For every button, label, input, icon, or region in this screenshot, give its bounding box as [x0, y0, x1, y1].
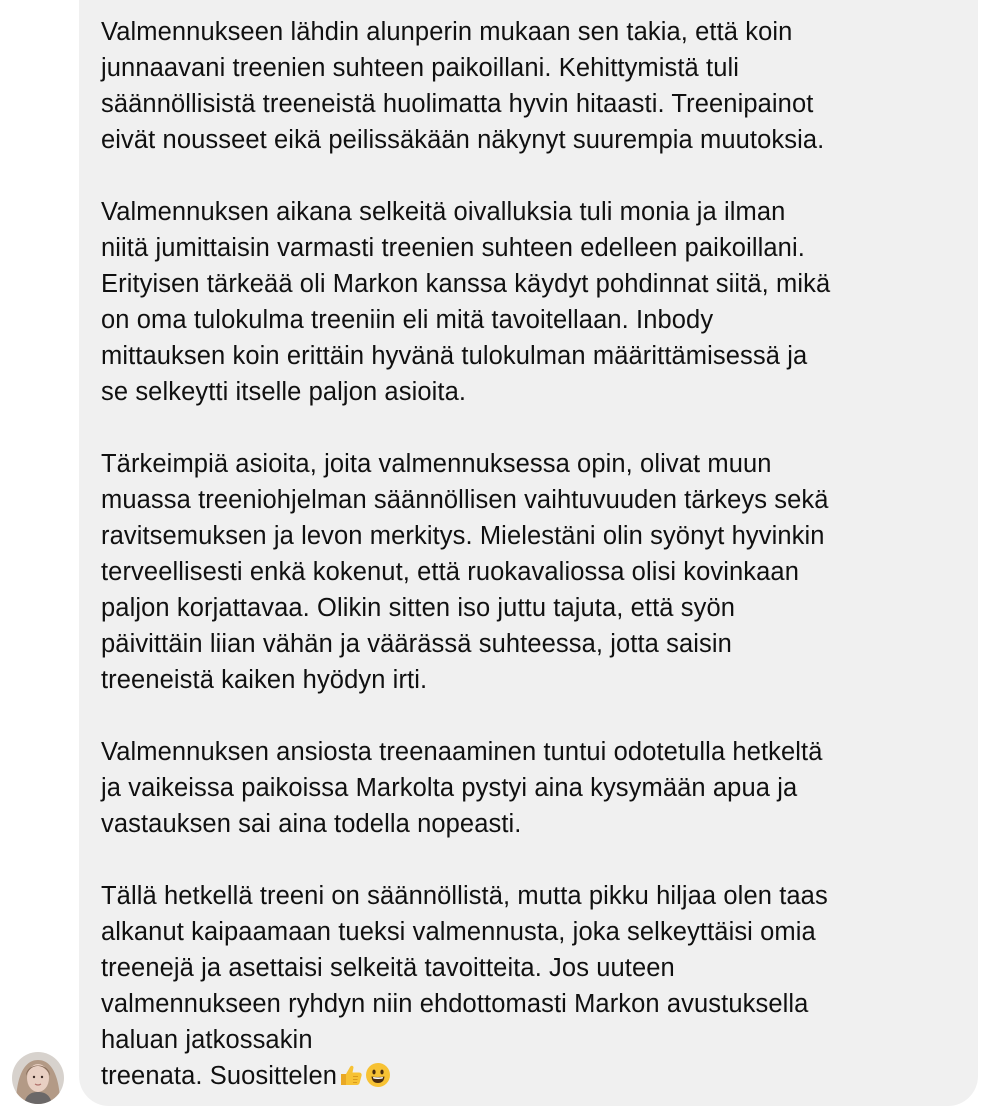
message-line: eivät nousseet eikä peilissäkään näkynyt suurempia muutoksia. — [101, 126, 825, 154]
message-paragraph — [101, 446, 971, 698]
message-line: Valmennukseen lähdin alunperin mukaan sen takia, että koin — [101, 18, 793, 46]
message-line: haluan jatkossakin — [101, 1026, 313, 1054]
message-line: Tällä hetkellä treeni on säännöllistä, mutta pikku hiljaa olen taas — [101, 882, 828, 910]
message-line: treenejä ja asettaisi selkeitä tavoitteita. Jos uuteen — [101, 954, 675, 982]
paragraph-gap — [101, 158, 971, 194]
thumbs-up-icon — [338, 1062, 364, 1088]
message-line: treeneistä kaiken hyödyn irti. — [101, 666, 428, 694]
message-line: muassa treeniohjelman säännöllisen vaihtuvuuden tärkeys sekä — [101, 486, 829, 514]
message-line: Erityisen tärkeää oli Markon kanssa käydyt pohdinnat siitä, mikä — [101, 270, 831, 298]
grinning-face-icon — [365, 1062, 391, 1088]
message-line: niitä jumittaisin varmasti treenien suhteen edelleen paikoillani. — [101, 234, 805, 262]
message-paragraph — [101, 14, 971, 158]
message-line: Valmennuksen aikana selkeitä oivalluksia tuli monia ja ilman — [101, 198, 786, 226]
message-line: paljon korjattavaa. Olikin sitten iso juttu tajuta, että syön — [101, 594, 736, 622]
message-paragraph — [101, 194, 971, 410]
message-line: alkanut kaipaamaan tueksi valmennusta, joka selkeyttäisi omia — [101, 918, 816, 946]
avatar-photo-icon — [12, 1052, 64, 1104]
message-line: mittauksen koin erittäin hyvänä tulokulman määrittämisessä ja — [101, 342, 808, 370]
message-line: junnaavani treenien suhteen paikoillani. Kehittymistä tuli — [101, 54, 740, 82]
paragraph-gap — [101, 698, 971, 734]
message-line: ravitsemuksen ja levon merkitys. Mielestäni olin syönyt hyvinkin — [101, 522, 825, 550]
message-last-line-text: treenata. Suosittelen — [101, 1062, 338, 1090]
message-line: terveellisesti enkä kokenut, että ruokavaliossa olisi kovinkaan — [101, 558, 799, 586]
message-paragraph — [101, 878, 971, 1094]
message-last-line — [101, 1058, 971, 1094]
message-line: Tärkeimpiä asioita, joita valmennuksessa opin, olivat muun — [101, 450, 772, 478]
message-line: ja vaikeissa paikoissa Markolta pystyi aina kysymään apua ja — [101, 774, 798, 802]
sender-avatar[interactable] — [12, 1052, 64, 1104]
message-line: päivittäin liian vähän ja väärässä suhteessa, jotta saisin — [101, 630, 732, 658]
message-paragraph — [101, 734, 971, 842]
paragraph-gap — [101, 842, 971, 878]
message-line: säännöllisistä treeneistä huolimatta hyvin hitaasti. Treenipainot — [101, 90, 814, 118]
message-text — [101, 14, 971, 1094]
message-line: valmennukseen ryhdyn niin ehdottomasti Markon avustuksella — [101, 990, 809, 1018]
message-line: vastauksen sai aina todella nopeasti. — [101, 810, 522, 838]
message-line: se selkeytti itselle paljon asioita. — [101, 378, 467, 406]
message-line: on oma tulokulma treeniin eli mitä tavoitellaan. Inbody — [101, 306, 714, 334]
paragraph-gap — [101, 410, 971, 446]
message-line: Valmennuksen ansiosta treenaaminen tuntui odotetulla hetkeltä — [101, 738, 823, 766]
